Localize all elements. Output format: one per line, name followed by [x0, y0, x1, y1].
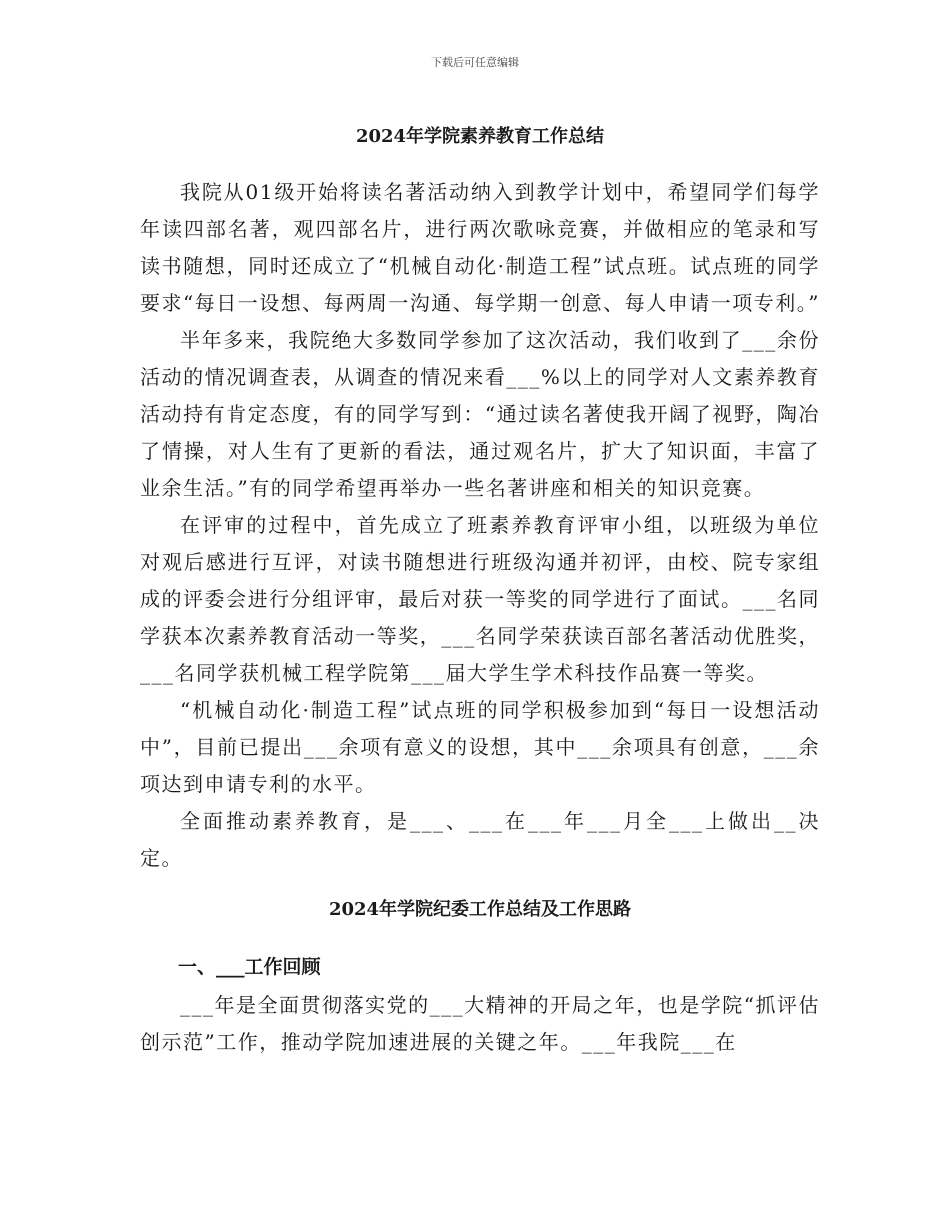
doc1-paragraph-5: 全面推动素养教育，是___、___在___年___月全___上做出__决定。: [140, 809, 820, 870]
doc1-paragraph-3: 在评审的过程中，首先成立了班素养教育评审小组，以班级为单位对观后感进行互评，对读书随想进行班级沟通并初评，由校、院专家组成的评委会进行分组评审，最后对获一等奖的同学进行了面试。___名同学获本次素养教育活动一等奖，___名同学荣获读百部名著活动优胜奖，___名同学获机械工程学院第___届大学生学术科技作品赛一等奖。: [140, 513, 820, 685]
doc1-paragraph-1: 我院从01级开始将读名著活动纳入到教学计划中，希望同学们每学年读四部名著，观四部名片，进行两次歌咏竞赛，并做相应的笔录和写读书随想，同时还成立了“机械自动化·制造工程”试点班。试点班的同学要求“每日一设想、每两周一沟通、每学期一创意、每人申请一项专利。”: [140, 180, 820, 315]
doc2-section-heading: 一、___工作回顾: [178, 956, 321, 978]
header-note: 下载后可任意编辑: [431, 56, 519, 69]
doc1-paragraph-4: “机械自动化·制造工程”试点班的同学积极参加到“每日一设想活动中”，目前已提出___余项有意义的设想，其中___余项具有创意，___余项达到申请专利的水平。: [140, 698, 820, 796]
doc1-title: 2024年学院素养教育工作总结: [355, 126, 605, 147]
doc2-title: 2024年学院纪委工作总结及工作思路: [328, 899, 632, 920]
document-content: [140, 118, 820, 1061]
doc2-paragraph-1: ___年是全面贯彻落实党的___大精神的开局之年，也是学院“抓评估创示范”工作，推动学院加速进展的关键之年。___年我院___在: [140, 993, 820, 1054]
doc1-paragraph-2: 半年多来，我院绝大多数同学参加了这次活动，我们收到了___余份活动的情况调查表，从调查的情况来看___%以上的同学对人文素养教育活动持有肯定态度，有的同学写到：“通过读名著使我开阔了视野，陶冶了情操，对人生有了更新的看法，通过观名片，扩大了知识面，丰富了业余生活。”有的同学希望再举办一些名著讲座和相关的知识竞赛。: [140, 328, 820, 500]
